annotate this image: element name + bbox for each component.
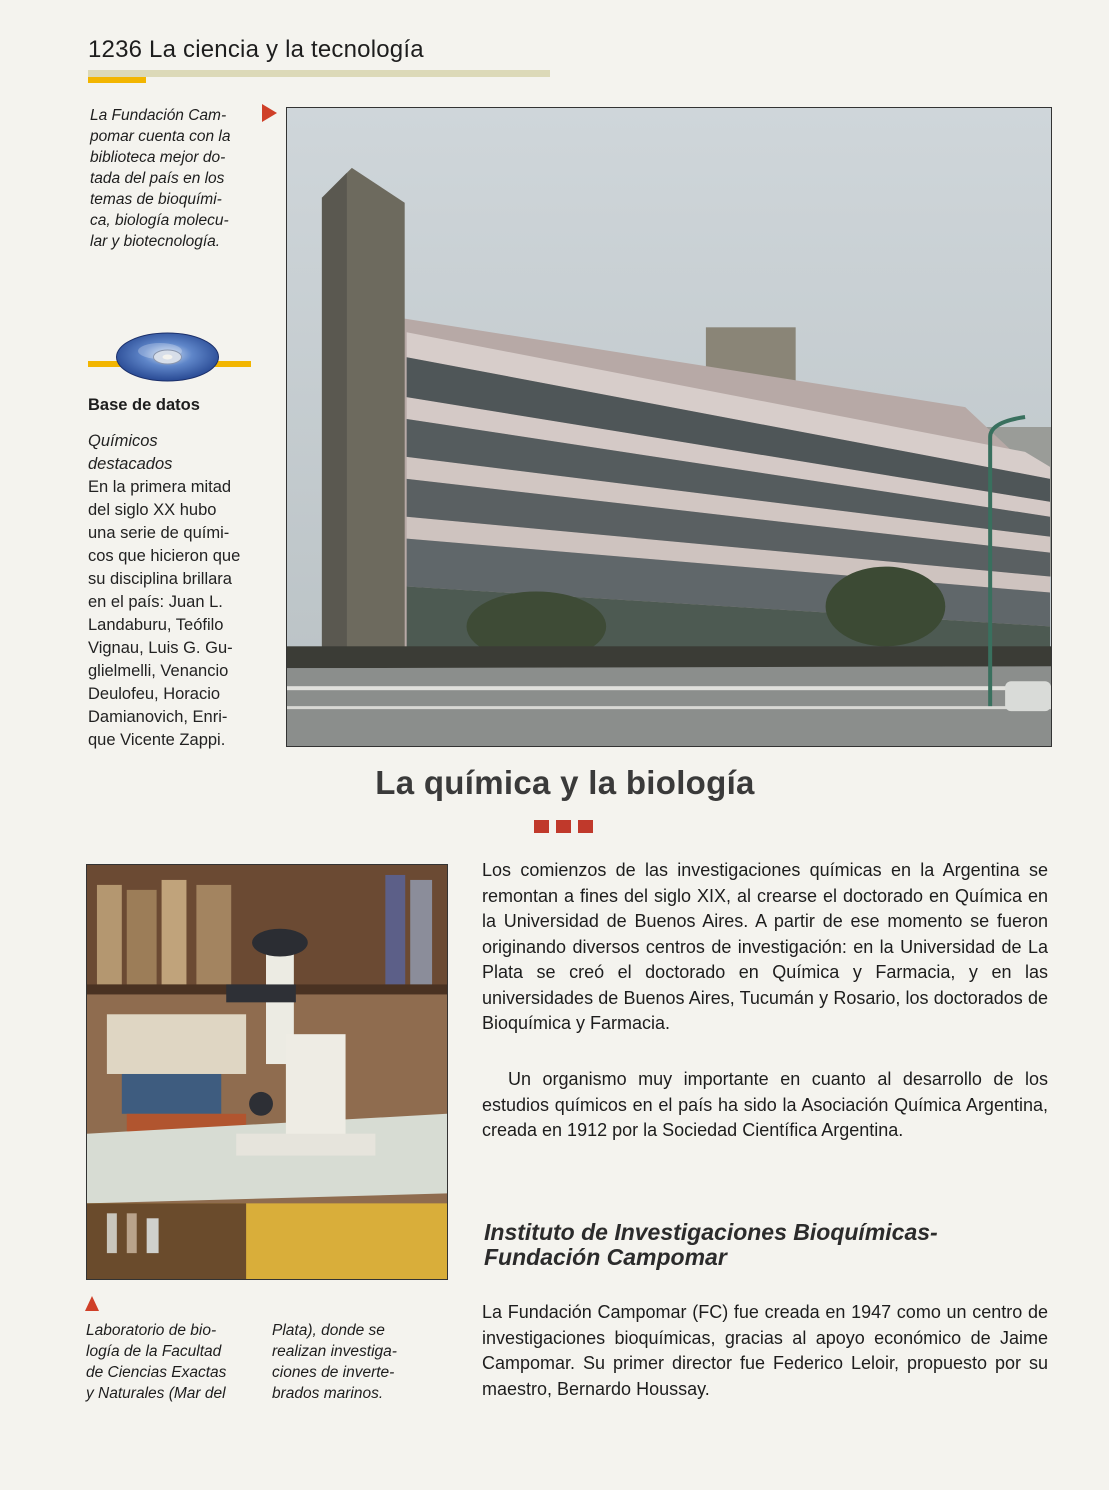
header-accent-bar [88,77,146,83]
title-square-3 [578,820,593,833]
section-paragraph-1: Los comienzos de las investigaciones químicas en la Argentina se remontan a fines del siglo XIX, al crearse el doctorado en Química en la Universidad de Buenos Aires. A partir de ese momento se fueron originando diversos centros de investigación: en la Universidad de La Plata se creó el doctorado en Química y Farmacia, y en las universidades de Buenos Aires, Tucumán y Rosario, los doctorados de Bioquímica y Farmacia. [482,860,1048,1033]
subsection-title: Instituto de Investigaciones Bioquímicas-Fundación Campomar [484,1219,938,1270]
title-square-1 [534,820,549,833]
building-photo [286,107,1052,747]
section-paragraph-2: Un organismo muy importante en cuanto al desarrollo de los estudios químicos en el país ha sido la Asociación Química Argentina, creada en 1912 por la Sociedad Científica Argentina. [482,1069,1048,1140]
cd-disc-icon [115,331,220,383]
arrow-right-icon [262,104,277,122]
database-subtitle: Químicos destacados [88,432,173,473]
arrow-up-icon [85,1296,99,1311]
photo-caption-building: La Fundación Cam- pomar cuenta con la biblioteca mejor do- tada del país en los temas de bioquími- ca, biología molecu- lar y biotecnología. [90,107,231,250]
laboratory-photo [86,864,448,1280]
photo-caption-lab-col1: Laboratorio de bio- logía de la Facultad de Ciencias Exactas y Naturales (Mar del [86,1322,227,1402]
title-square-2 [556,820,571,833]
database-body: En la primera mitad del siglo XX hubo una serie de quími- cos que hicieron que su disciplina brillara en el país: Juan L. Landaburu, Teófilo Vignau, Luis G. Gu- glielmelli, Venancio Deulofeu, Horacio Damianovich, Enri- que Vicente Zappi. [88,478,241,749]
subsection-paragraph: La Fundación Campomar (FC) fue creada en 1947 como un centro de investigaciones bioquímicas, gracias al apoyo económico de Jaime Campomar. Su primer director fue Federico Leloir, propuesto por su maestro, Bernardo Houssay. [482,1302,1048,1399]
database-heading: Base de datos [88,396,200,414]
section-title: La química y la biología [375,764,755,801]
photo-caption-lab-col2: Plata), donde se realizan investiga- ciones de inverte- brados marinos. [272,1322,397,1402]
page-header-title: 1236 La ciencia y la tecnología [88,36,424,63]
header-rule [88,70,550,77]
